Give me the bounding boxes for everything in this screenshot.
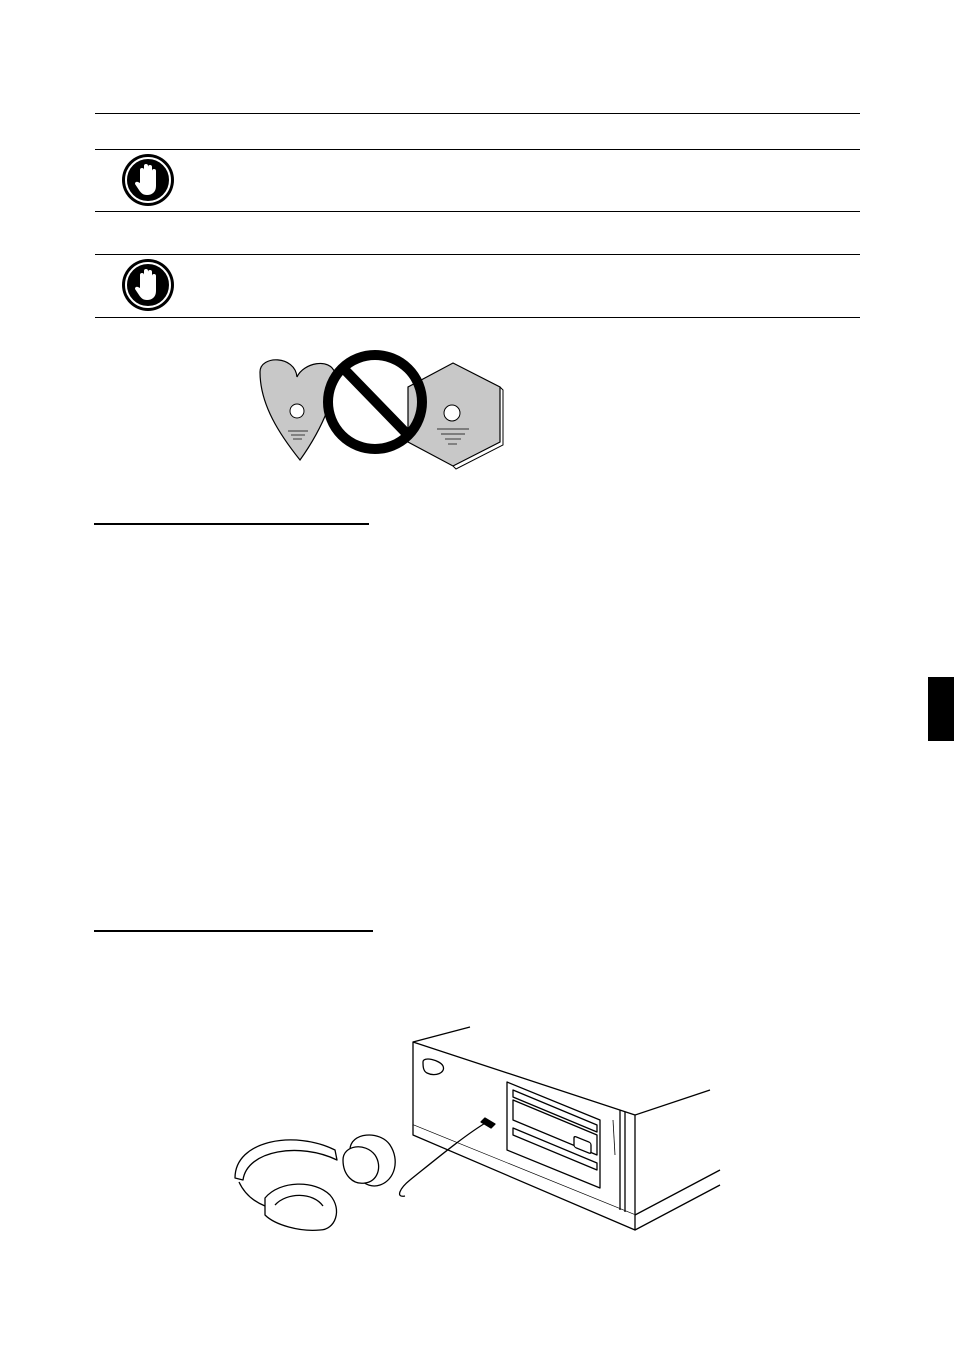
hand-stop-icon [121,153,175,207]
headphones [235,1135,395,1230]
caution-2-bottom-rule [95,317,860,318]
hand-stop-icon [121,258,175,312]
section-2-heading-rule [94,930,373,932]
headphones-computer-illustration [225,1020,725,1240]
chapter-tab-marker [928,677,954,741]
caution-1-bottom-rule [95,211,860,212]
prohibited-discs-illustration [255,345,505,470]
caution-2-top-rule [95,254,860,255]
computer-case [413,1027,720,1230]
caution-1-top-rule [95,149,860,150]
section-1-heading-rule [94,523,369,525]
top-rule [95,113,860,114]
